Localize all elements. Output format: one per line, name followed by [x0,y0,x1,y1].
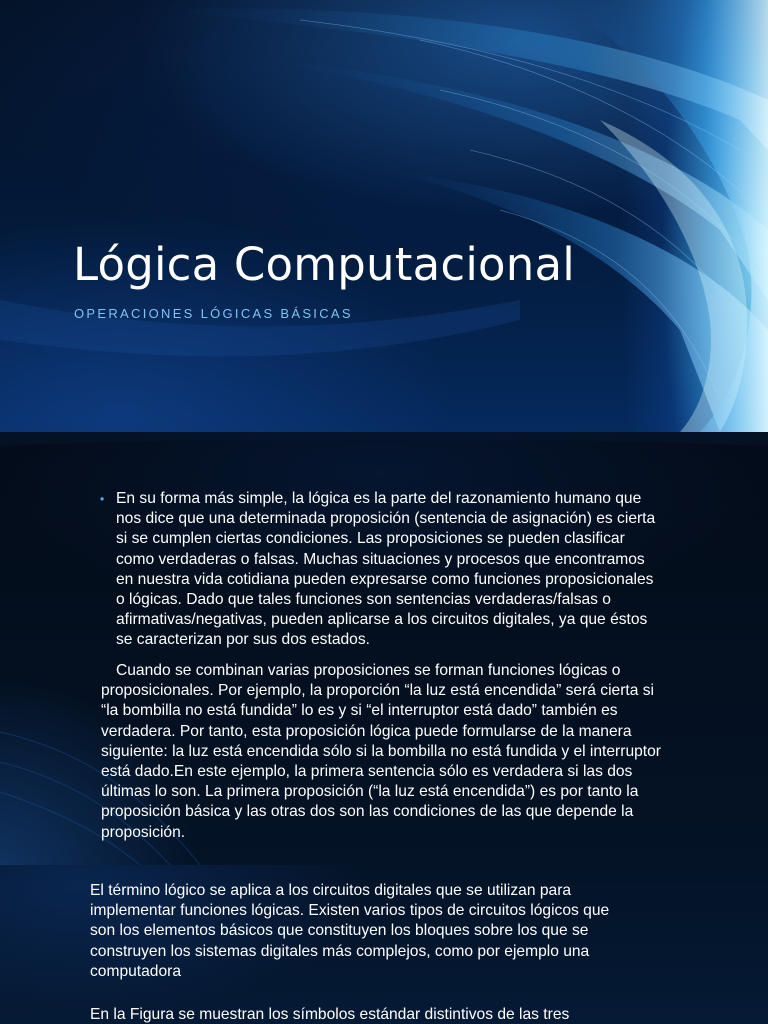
content-slide-2 [0,865,768,1024]
slide-subtitle: OPERACIONES LÓGICAS BÁSICAS [74,306,353,321]
body-paragraph: El término lógico se aplica a los circuitos digitales que se utilizan para implementar funciones lógicas. Existen varios tipos de circuitos lógicos que son los elementos básicos que constituyen los bloques sobre los que se construyen los sistemas digitales más complejos, como por ejemplo una computadora [90,882,610,980]
body-paragraph: Cuando se combinan varias proposiciones se forman funciones lógicas o proposicionales. Por ejemplo, la proporción “la luz está encendida” será cierta si “la bombilla no está fundida” lo es y si “el interruptor está dado” también es verdadera. Por tanto, esta proposición lógica puede formularse de la manera siguiente: la luz está encendida sólo si la bombilla no está fundida y el interruptor está dado.En este ejemplo, la primera sentencia sólo es verdadera si las dos últimas lo son. La primera proposición (“la luz está encendida”) es por tanto la proposición básica y las otras dos son las condiciones de las que depende la proposición. [101,662,661,841]
body-paragraph-cut: En la Figura se muestran los símbolos estándar distintivos de las tres [90,1006,570,1023]
list-item [100,489,666,651]
bullet-text: En su forma más simple, la lógica es la parte del razonamiento humano que nos dice que una determinada proposición (sentencia de asignación) es cierta si se cumplen ciertas condiciones. Las proposiciones se pueden clasificar como verdaderas o falsas. Muchas situaciones y procesos que encontramos en nuestra vida cotidiana pueden expresarse como funciones proposicionales o lógicas. Dado que tales funciones son sentencias verdaderas/falsas o afirmativas/negativas, pueden aplicarse a los circuitos digitales, ya que éstos se caracterizan por sus dos estados. [116,490,656,649]
bullet-dot-icon: • [100,492,105,506]
swirl-background [0,0,768,432]
bullet-list [100,489,666,651]
title-slide [0,0,768,432]
slide-title: Lógica Computacional [73,238,575,291]
content-slide-1 [0,432,768,865]
